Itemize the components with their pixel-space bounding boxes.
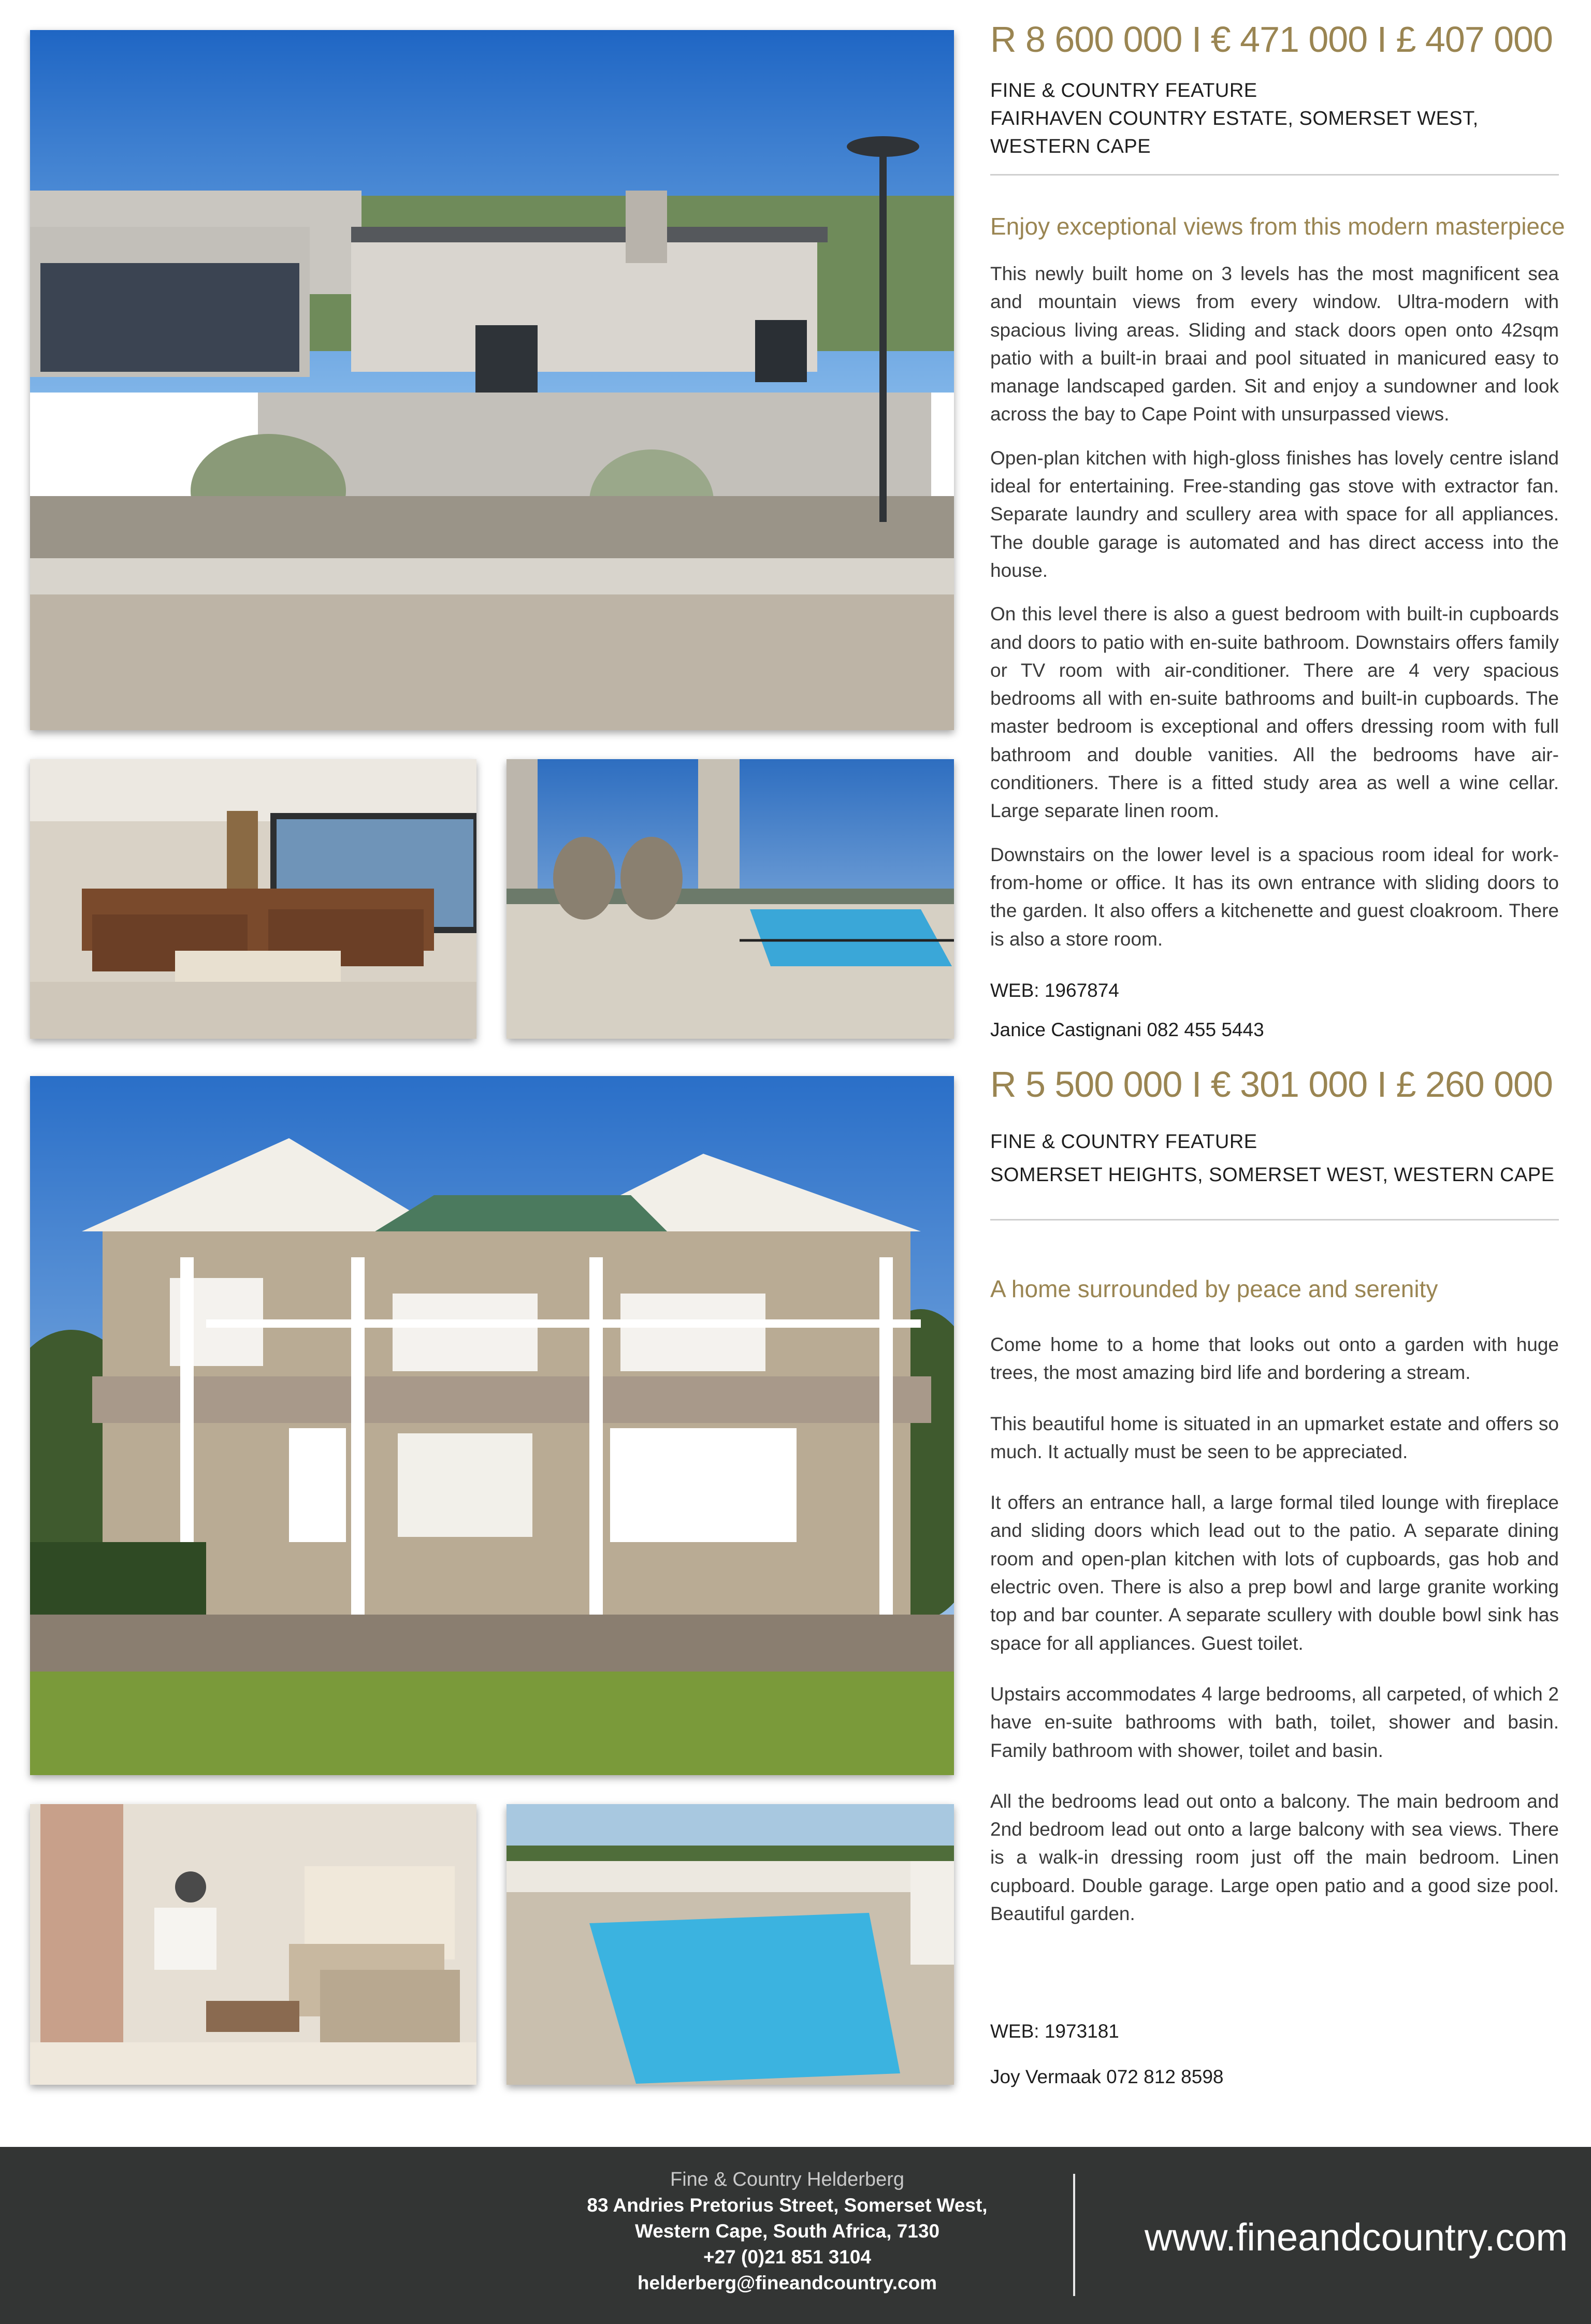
footer-address-line2: Western Cape, South Africa, 7130 — [634, 2220, 940, 2242]
listing2-paragraph: Come home to a home that looks out onto a garden with huge trees, the most amazing bird life and bordering a stream. — [990, 1334, 1559, 1384]
footer-address-line1: 83 Andries Pretorius Street, Somerset West, — [587, 2195, 988, 2216]
listing1-location: FAIRHAVEN COUNTRY ESTATE, SOMERSET WEST, WESTERN CAPE — [990, 108, 1479, 157]
footer-website-link[interactable]: www.fineandcountry.com — [1145, 2216, 1568, 2259]
listing2-description — [990, 1331, 1559, 1943]
listing2-heading: A home surrounded by peace and serenity — [990, 1275, 1438, 1302]
listing1-agent-contact: Janice Castignani 082 455 5443 — [990, 1019, 1264, 1040]
listing2-price: R 5 500 000 I € 301 000 I £ 260 000 — [990, 1064, 1553, 1105]
listing2-divider — [990, 1219, 1559, 1221]
listing2-paragraph: This beautiful home is situated in an upmarket estate and offers so much. It actually must be seen to be appreciated. — [990, 1413, 1559, 1462]
listing1-pool-photo — [507, 759, 954, 1039]
listing2-location: SOMERSET HEIGHTS, SOMERSET WEST, WESTERN CAPE — [990, 1164, 1555, 1186]
listing1-paragraph: Open-plan kitchen with high-gloss finishes has lovely centre island ideal for entertaining. Free-standing gas stove with extractor fan. Separate laundry and scullery area with space for all appliances. The double garage is automated and has direct access into the house. — [990, 447, 1559, 581]
listing2-pool-photo — [507, 1804, 954, 2085]
listing2-paragraph: All the bedrooms lead out onto a balcony. The main bedroom and 2nd bedroom lead out onto a large balcony with sea views. There is a walk-in dressing room just off the main bedroom. Linen cupboard. Double garage. Large open patio and a good size pool. Beautiful garden. — [990, 1790, 1559, 1925]
listing1-paragraph: On this level there is also a guest bedroom with built-in cupboards and doors to patio with en-suite bathroom. Downstairs offers family or TV room with air-conditioner. There are 4 very spacious bedrooms all with en-suite bathrooms and built-in cupboards. The master bedroom is exceptional and offers dressing room with full bathroom and double vanities. All the bedrooms have air-conditioners. There is a fitted study area as well a wine cellar. Large separate linen room. — [990, 603, 1559, 822]
listing2-main-photo — [30, 1076, 954, 1775]
footer-office-name: Fine & Country Helderberg — [670, 2169, 904, 2190]
listing2-paragraph: Upstairs accommodates 4 large bedrooms, all carpeted, of which 2 have en-suite bathrooms with bath, toilet, shower and basin. Family bathroom with shower, toilet and basin. — [990, 1683, 1559, 1761]
listing1-paragraph: This newly built home on 3 levels has the most magnificent sea and mountain views from every window. Ultra-modern with spacious living areas. Sliding and stack doors open onto 42sqm patio with a built-in braai and pool situated in manicured easy to manage landscaped garden. Sit and enjoy a sundowner and look across the bay to Cape Point with unsurpassed views. — [990, 263, 1559, 425]
listing1-description — [990, 260, 1559, 969]
listing1-heading: Enjoy exceptional views from this modern masterpiece — [990, 213, 1565, 240]
listing2-lounge-photo — [30, 1804, 476, 2085]
listing1-lounge-photo — [30, 759, 476, 1039]
listing1-feature-label: FINE & COUNTRY FEATURE — [990, 80, 1257, 101]
listing1-paragraph: Downstairs on the lower level is a spacious room ideal for work-from-home or office. It has its own entrance with sliding doors to the garden. It also offers a kitchenette and guest cloakroom. There is also a store room. — [990, 844, 1559, 950]
listing2-web-ref: WEB: 1973181 — [990, 2021, 1119, 2042]
footer-email-link[interactable]: helderberg@fineandcountry.com — [637, 2272, 937, 2293]
listing2-agent-contact: Joy Vermaak 072 812 8598 — [990, 2066, 1224, 2087]
footer-phone: +27 (0)21 851 3104 — [703, 2246, 872, 2268]
footer — [0, 2147, 1591, 2324]
listing1-web-ref: WEB: 1967874 — [990, 980, 1119, 1001]
listing2-feature-label: FINE & COUNTRY FEATURE — [990, 1131, 1257, 1153]
listing1-main-photo — [30, 30, 954, 730]
footer-divider — [1073, 2174, 1075, 2296]
listing1-divider — [990, 174, 1559, 176]
listing2-paragraph: It offers an entrance hall, a large formal tiled lounge with fireplace and sliding doors which lead out to the patio. A separate dining room and open-plan kitchen with lots of cupboards, gas hob and electric oven. There is also a prep bowl and large granite working top and bar counter. A separate scullery with double bowl sink has space for all appliances. Guest toilet. — [990, 1492, 1559, 1654]
listing1-price: R 8 600 000 I € 471 000 I £ 407 000 — [990, 19, 1553, 60]
